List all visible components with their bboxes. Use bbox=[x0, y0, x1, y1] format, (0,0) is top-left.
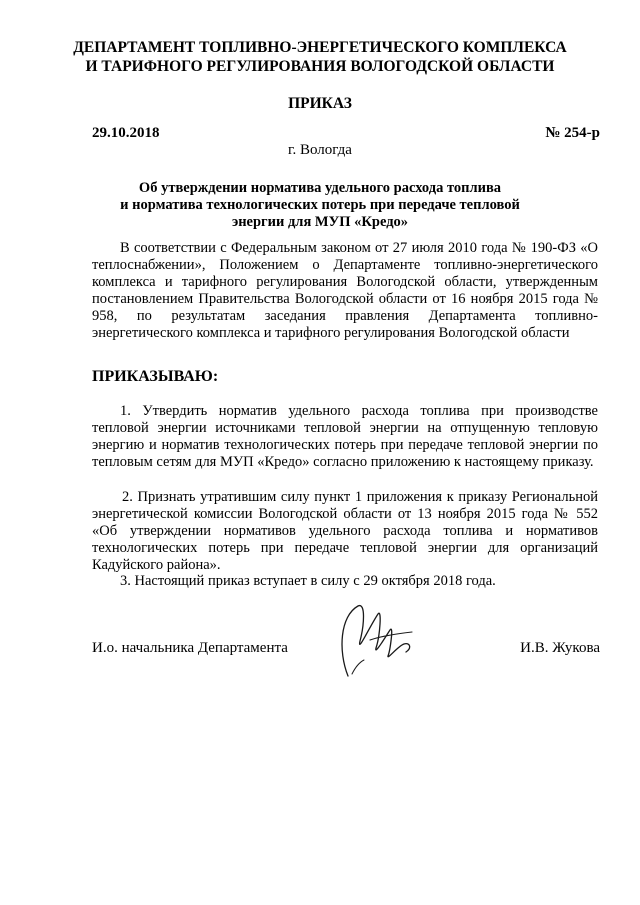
order-subject bbox=[120, 180, 520, 231]
header-line-2: И ТАРИФНОГО РЕГУЛИРОВАНИЯ ВОЛОГОДСКОЙ ОБЛАСТИ bbox=[85, 58, 555, 75]
decree-word: ПРИКАЗЫВАЮ: bbox=[92, 368, 219, 385]
subject-line-1: Об утверждении норматива удельного расхода топлива bbox=[138, 180, 502, 196]
order-date: 29.10.2018 bbox=[92, 125, 160, 141]
subject-line-2: и норматива технологических потерь при передаче тепловой bbox=[120, 197, 520, 213]
preamble-paragraph: В соответствии с Федеральным законом от 27 июля 2010 года № 190-ФЗ «О теплоснабжении», Положением о Департаменте топливно-энергетического комплекса и тарифного регулирования Вологодской области, утвержденным постановлением Правительства Вологодской области от 16 ноября 2015 года № 958, по результатам заседания правления Департамента топливно-энергетического комплекса и тарифного регулирования Вологодской области bbox=[92, 240, 598, 341]
header-line-1: ДЕПАРТАМЕНТ ТОПЛИВНО-ЭНЕРГЕТИЧЕСКОГО КОМПЛЕКСА bbox=[73, 39, 567, 56]
signatory-position: И.о. начальника Департамента bbox=[92, 640, 288, 656]
subject-line-3: энергии для МУП «Кредо» bbox=[231, 214, 409, 230]
decree-item-1: 1. Утвердить норматив удельного расхода топлива при производстве тепловой энергии источниками тепловой энергии на отпущенную тепловую энергию и норматив технологических потерь при передаче тепловой энергии по тепловым сетям для МУП «Кредо» согласно приложению к настоящему приказу. bbox=[92, 403, 598, 470]
handwritten-signature bbox=[330, 596, 420, 684]
decree-item-3: 3. Настоящий приказ вступает в силу с 29 октября 2018 года. bbox=[120, 573, 496, 589]
order-city: г. Вологда bbox=[288, 142, 352, 158]
order-number: № 254-р bbox=[545, 125, 600, 141]
decree-item-2: 2. Признать утратившим силу пункт 1 приложения к приказу Региональной энергетической комиссии Вологодской области от 13 ноября 2015 года № 552 «Об утверждении нормативов удельного расхода топлива и нормативов технологических потерь при передаче тепловой энергии для организаций Кадуйского района». bbox=[92, 489, 598, 573]
department-header bbox=[60, 38, 580, 76]
order-title: ПРИКАЗ bbox=[288, 95, 352, 112]
signatory-name: И.В. Жукова bbox=[520, 640, 600, 656]
